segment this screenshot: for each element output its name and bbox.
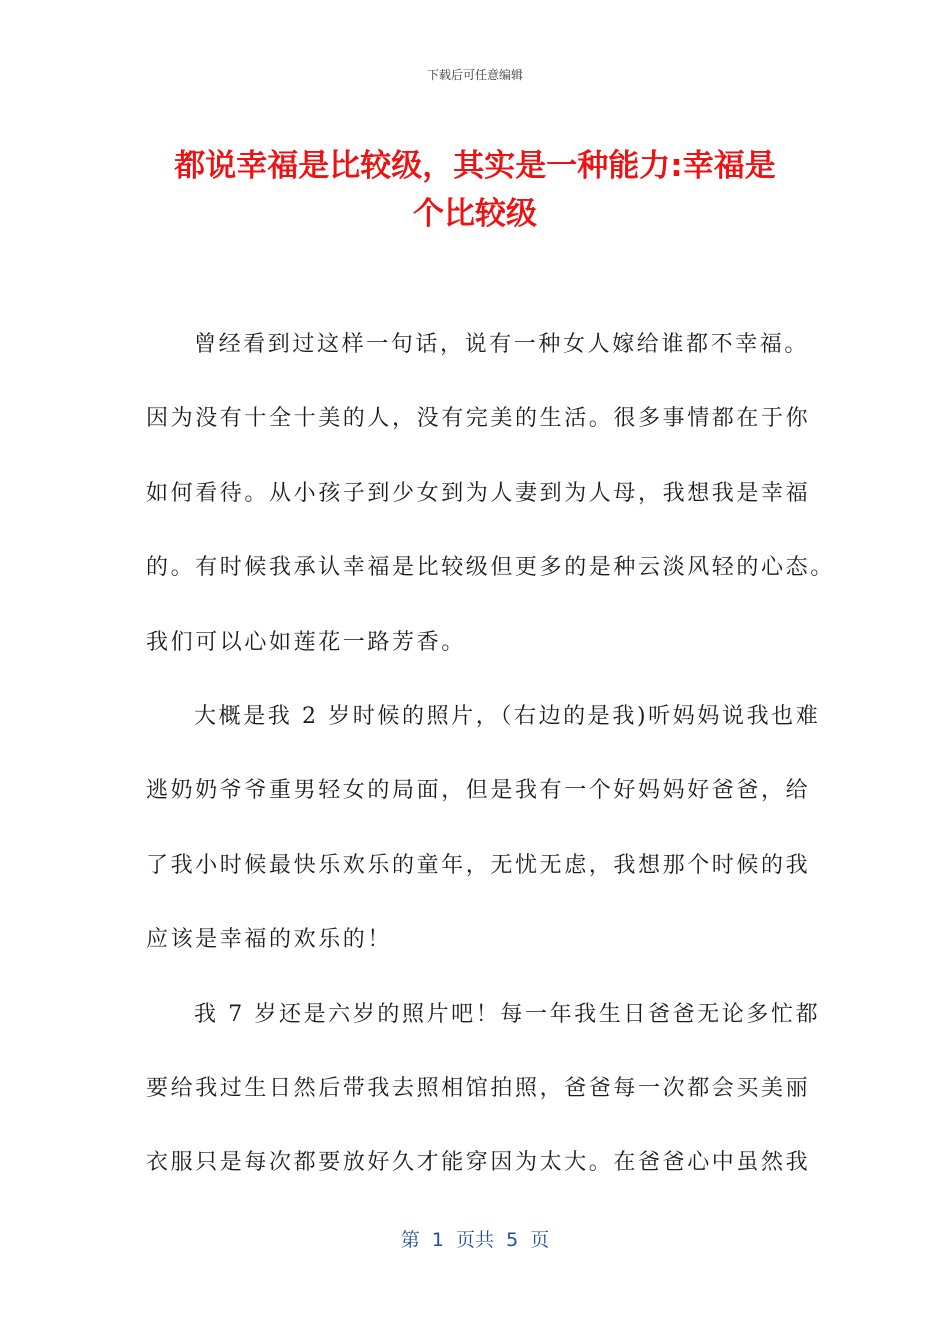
paragraph-line: 的。有时候我承认幸福是比较级但更多的是种云淡风轻的心态。 bbox=[146, 555, 835, 581]
header-note: 下载后可任意编辑 bbox=[426, 68, 523, 82]
document-body bbox=[146, 320, 835, 1213]
page-number-footer: 第 1 页共 5 页 bbox=[400, 1229, 550, 1251]
paragraph-line: 逃奶奶爷爷重男轻女的局面，但是我有一个好妈妈好爸爸，给 bbox=[146, 778, 811, 804]
paragraph-line: 曾经看到过这样一句话，说有一种女人嫁给谁都不幸福。 bbox=[194, 332, 810, 357]
title-line-2: 个比较级 bbox=[413, 196, 537, 232]
paragraph-line: 因为没有十全十美的人，没有完美的生活。很多事情都在于你 bbox=[146, 406, 811, 432]
paragraph-line: 要给我过生日然后带我去照相馆拍照，爸爸每一次都会买美丽 bbox=[146, 1075, 811, 1101]
document-title bbox=[130, 142, 820, 238]
paragraph-line: 衣服只是每次都要放好久才能穿因为太大。在爸爸心中虽然我 bbox=[146, 1150, 811, 1176]
paragraph-line: 我们可以心如莲花一路芳香。 bbox=[146, 629, 466, 655]
paragraph-line: 大概是我 2 岁时候的照片，（右边的是我)听妈妈说我也难 bbox=[194, 703, 821, 729]
paragraph-line: 如何看待。从小孩子到少女到为人妻到为人母，我想我是幸福 bbox=[146, 480, 811, 506]
title-line-1: 都说幸福是比较级，其实是一种能力:幸福是 bbox=[174, 148, 776, 184]
paragraph-line: 我 7 岁还是六岁的照片吧！每一年我生日爸爸无论多忙都 bbox=[194, 1001, 821, 1027]
paragraph-line: 了我小时候最快乐欢乐的童年，无忧无虑，我想那个时候的我 bbox=[146, 852, 811, 878]
paragraph-line: 应该是幸福的欢乐的！ bbox=[146, 927, 393, 953]
